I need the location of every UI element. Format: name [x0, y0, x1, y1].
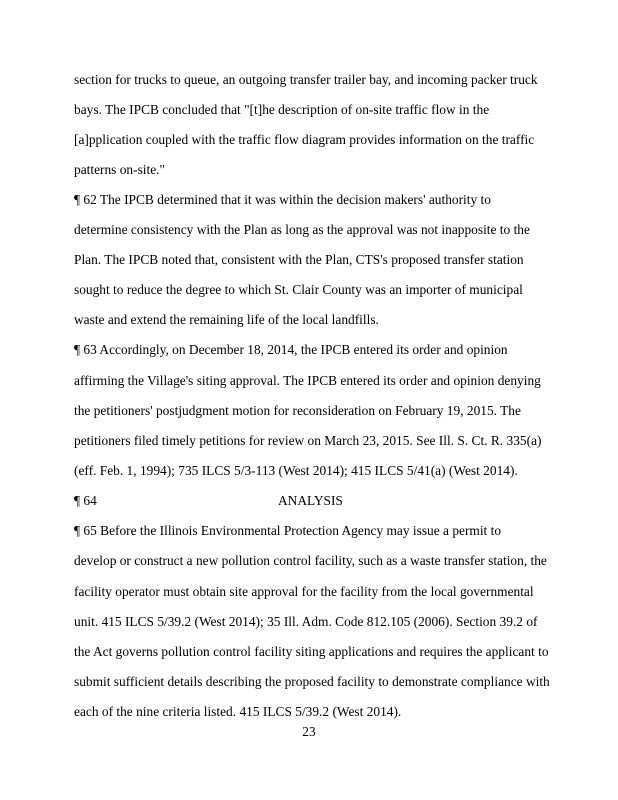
text-line: [a]pplication coupled with the traffic flow diagram provides information on the traffic [74, 132, 535, 147]
paragraph-64-marker: ¶ 64 [74, 493, 97, 508]
text-line: Plan. The IPCB noted that, consistent with the Plan, CTS's proposed transfer station [74, 252, 524, 267]
page-number: 23 [302, 724, 316, 739]
section-heading: ANALYSIS [278, 493, 343, 508]
text-line: determine consistency with the Plan as long as the approval was not inapposite to the [74, 222, 530, 237]
text-line: sought to reduce the degree to which St. Clair County was an importer of municipal [74, 282, 523, 297]
paragraph-63-start: ¶ 63 Accordingly, on December 18, 2014, the IPCB entered its order and opinion [74, 342, 508, 357]
text-line: the petitioners' postjudgment motion for reconsideration on February 19, 2015. The [74, 403, 521, 418]
text-line: each of the nine criteria listed. 415 ILCS 5/39.2 (West 2014). [74, 704, 402, 719]
text-line: section for trucks to queue, an outgoing transfer trailer bay, and incoming packer truck [74, 72, 538, 87]
text-line: (eff. Feb. 1, 1994); 735 ILCS 5/3-113 (West 2014); 415 ILCS 5/41(a) (West 2014). [74, 463, 518, 478]
text-line: affirming the Village's siting approval. The IPCB entered its order and opinion denying [74, 373, 541, 388]
text-line: the Act governs pollution control facility siting applications and requires the applicant to [74, 644, 549, 659]
text-line: develop or construct a new pollution control facility, such as a waste transfer station, the [74, 553, 547, 568]
text-line: patterns on-site." [74, 162, 165, 177]
paragraph-65-start: ¶ 65 Before the Illinois Environmental Protection Agency may issue a permit to [74, 523, 502, 538]
text-line: petitioners filed timely petitions for review on March 23, 2015. See Ill. S. Ct. R. 335(a) [74, 433, 542, 448]
text-line: facility operator must obtain site approval for the facility from the local governmental [74, 584, 534, 599]
paragraph-62-start: ¶ 62 The IPCB determined that it was within the decision makers' authority to [74, 192, 491, 207]
text-line: waste and extend the remaining life of the local landfills. [74, 312, 379, 327]
text-line: unit. 415 ILCS 5/39.2 (West 2014); 35 Ill. Adm. Code 812.105 (2006). Section 39.2 of [74, 614, 538, 629]
text-line: bays. The IPCB concluded that "[t]he description of on-site traffic flow in the [74, 102, 490, 117]
text-line: submit sufficient details describing the proposed facility to demonstrate compliance with [74, 674, 550, 689]
